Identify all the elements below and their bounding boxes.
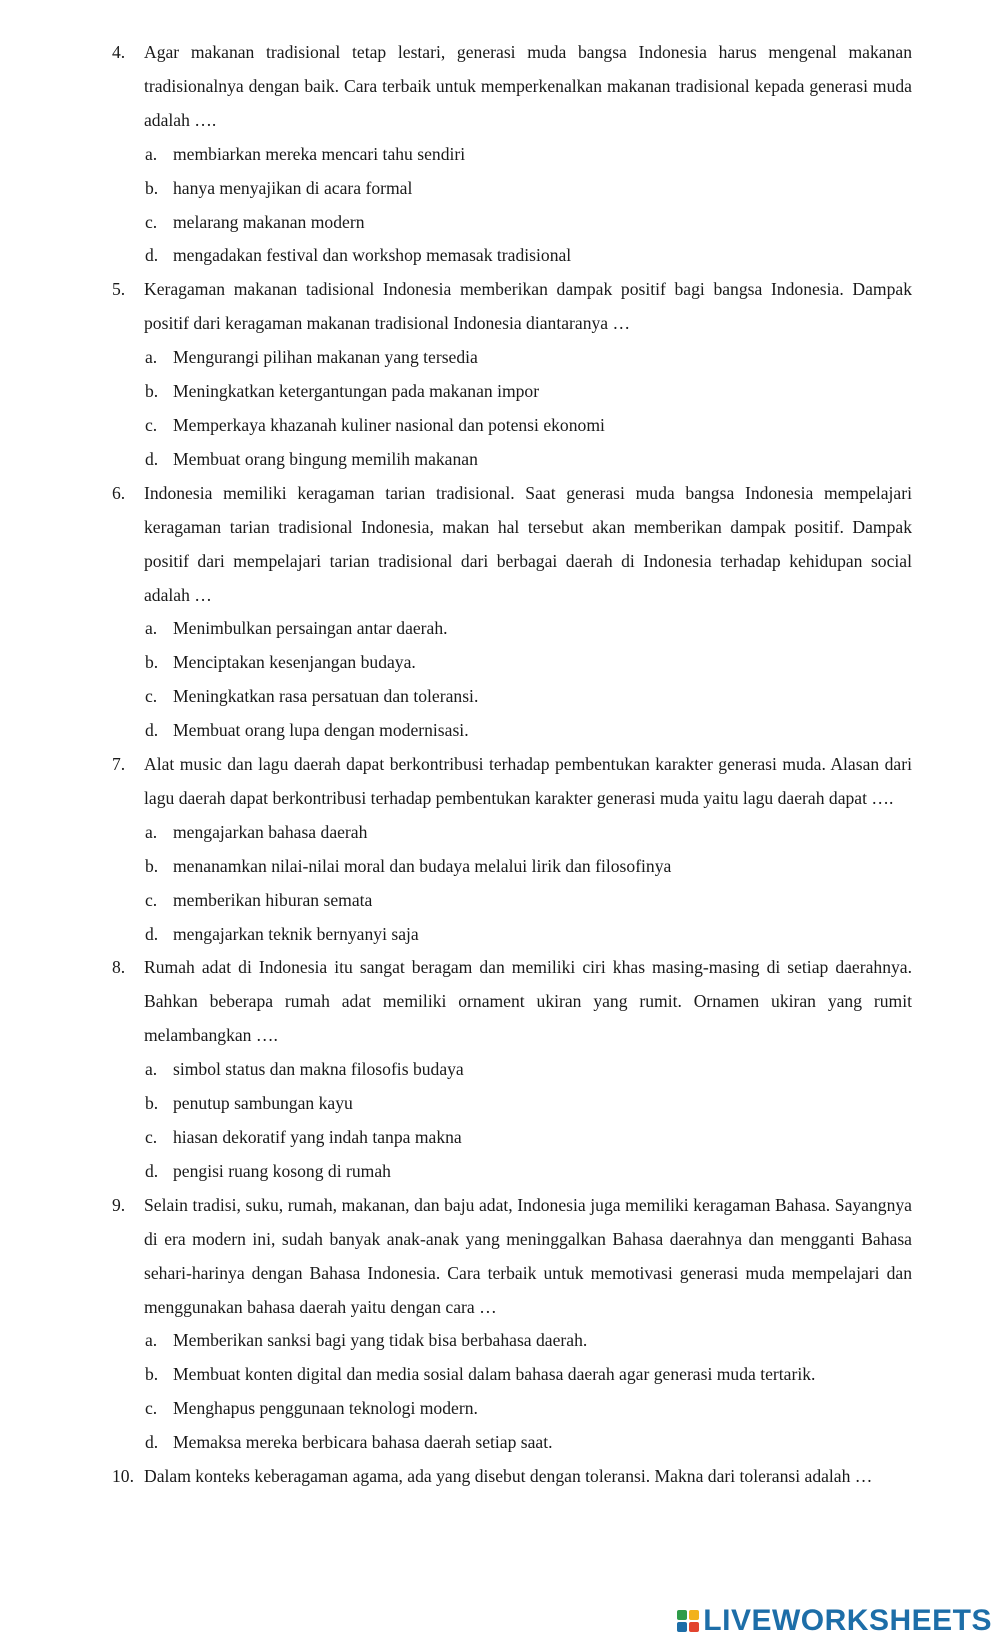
question-text: Keragaman makanan tadisional Indonesia memberikan dampak positif bagi bangsa Indonesia. Dampak positif dari keragaman makanan tradisional Indonesia diantaranya … <box>144 279 912 334</box>
option-text: Menghapus penggunaan teknologi modern. <box>173 1398 478 1419</box>
option-text: melarang makanan modern <box>173 211 365 232</box>
question-text: Dalam konteks keberagaman agama, ada yang disebut dengan toleransi. Makna dari toleransi adalah … <box>144 1466 873 1487</box>
option-letter: a. <box>145 1059 158 1080</box>
answer-option[interactable] <box>0 884 1000 918</box>
question-text: Agar makanan tradisional tetap lestari, generasi muda bangsa Indonesia harus mengenal makanan tradisionalnya dengan baik. Cara terbaik untuk memperkenalkan makanan tradisional kepada generasi muda adalah …. <box>144 42 912 130</box>
option-text: membiarkan mereka mencari tahu sendiri <box>173 143 466 164</box>
liveworksheets-logo[interactable] <box>677 1601 992 1641</box>
answer-option[interactable] <box>0 206 1000 240</box>
option-letter: a. <box>145 821 158 842</box>
option-text: pengisi ruang kosong di rumah <box>173 1160 391 1181</box>
option-letter: c. <box>145 686 158 707</box>
option-text: mengadakan festival dan workshop memasak tradisional <box>173 245 572 266</box>
option-text: Menimbulkan persaingan antar daerah. <box>173 618 448 639</box>
option-text: hiasan dekoratif yang indah tanpa makna <box>173 1127 462 1147</box>
question-number: 9. <box>112 1194 126 1215</box>
question-text: Indonesia memiliki keragaman tarian tradisional. Saat generasi muda bangsa Indonesia mempelajari keragaman tarian tradisional Indonesia, makan hal tersebut akan memberikan dampak positif. Dampak positif dari mempelajari tarian tradisional dari berbagai daerah di Indonesia terhadap kehidupan social adalah … <box>144 482 912 605</box>
option-text: simbol status dan makna filosofis budaya <box>173 1059 464 1080</box>
option-letter: a. <box>145 143 158 164</box>
option-text: memberikan hiburan semata <box>173 889 373 910</box>
question-5 <box>0 273 1000 476</box>
question-number: 7. <box>112 754 126 775</box>
answer-option[interactable] <box>0 816 1000 850</box>
question-stem <box>0 36 1000 138</box>
question-stem <box>0 477 1000 613</box>
option-letter: c. <box>145 889 158 910</box>
answer-option[interactable] <box>0 850 1000 884</box>
question-9 <box>0 1189 1000 1460</box>
option-letter: b. <box>145 855 159 876</box>
answer-option[interactable] <box>0 1324 1000 1358</box>
question-text: Alat music dan lagu daerah dapat berkontribusi terhadap pembentukan karakter generasi muda. Alasan dari lagu daerah dapat berkontribusi terhadap pembentukan karakter generasi muda yaitu lagu daerah dapat …. <box>144 754 912 808</box>
answer-option[interactable] <box>0 1392 1000 1426</box>
question-stem <box>0 951 1000 1053</box>
option-text: Menciptakan kesenjangan budaya. <box>173 652 416 673</box>
answer-option[interactable] <box>0 1358 1000 1392</box>
worksheet-page <box>0 36 1000 1494</box>
option-letter: b. <box>145 1364 159 1385</box>
answer-option[interactable] <box>0 239 1000 273</box>
question-stem <box>0 1189 1000 1325</box>
option-text: Meningkatkan rasa persatuan dan toleransi. <box>173 686 479 707</box>
answer-option[interactable] <box>0 918 1000 952</box>
option-letter: d. <box>145 1432 159 1453</box>
option-letter: b. <box>145 1093 159 1114</box>
option-letter: d. <box>145 1160 159 1181</box>
question-stem <box>0 748 1000 816</box>
option-text: Membuat orang lupa dengan modernisasi. <box>173 720 469 741</box>
liveworksheets-logo-icon <box>677 1610 699 1632</box>
option-text: Meningkatkan ketergantungan pada makanan impor <box>173 381 540 402</box>
question-number: 4. <box>112 42 126 62</box>
answer-option[interactable] <box>0 172 1000 206</box>
answer-option[interactable] <box>0 714 1000 748</box>
question-number: 10. <box>112 1466 134 1487</box>
option-letter: c. <box>145 1398 158 1419</box>
option-letter: a. <box>145 618 158 639</box>
question-8 <box>0 951 1000 1188</box>
answer-option[interactable] <box>0 612 1000 646</box>
option-letter: b. <box>145 652 159 673</box>
answer-option[interactable] <box>0 1121 1000 1155</box>
option-text: Mengurangi pilihan makanan yang tersedia <box>173 347 478 368</box>
answer-option[interactable] <box>0 1087 1000 1121</box>
option-letter: c. <box>145 211 158 232</box>
option-text: Memaksa mereka berbicara bahasa daerah setiap saat. <box>173 1432 553 1453</box>
question-number: 6. <box>112 482 126 503</box>
option-text: Memberikan sanksi bagi yang tidak bisa berbahasa daerah. <box>173 1330 588 1351</box>
option-letter: d. <box>145 720 159 741</box>
question-10 <box>0 1460 1000 1494</box>
option-text: penutup sambungan kayu <box>173 1093 353 1114</box>
question-stem <box>0 1460 1000 1494</box>
option-letter: b. <box>145 177 159 198</box>
answer-option[interactable] <box>0 443 1000 477</box>
option-letter: c. <box>145 1127 158 1147</box>
option-letter: c. <box>145 414 158 435</box>
answer-option[interactable] <box>0 1426 1000 1460</box>
answer-option[interactable] <box>0 680 1000 714</box>
option-text: Membuat orang bingung memilih makanan <box>173 448 478 469</box>
option-text: mengajarkan bahasa daerah <box>173 821 368 842</box>
question-number: 8. <box>112 957 126 978</box>
option-letter: a. <box>145 1330 158 1351</box>
option-text: mengajarkan teknik bernyanyi saja <box>173 923 419 944</box>
answer-option[interactable] <box>0 375 1000 409</box>
answer-option[interactable] <box>0 646 1000 680</box>
option-letter: d. <box>145 245 159 266</box>
answer-option[interactable] <box>0 138 1000 172</box>
option-letter: a. <box>145 347 158 368</box>
question-number: 5. <box>112 279 126 300</box>
option-text: menanamkan nilai-nilai moral dan budaya melalui lirik dan filosofinya <box>173 855 672 876</box>
option-letter: d. <box>145 923 159 944</box>
option-text: Memperkaya khazanah kuliner nasional dan potensi ekonomi <box>173 414 605 435</box>
answer-option[interactable] <box>0 1053 1000 1087</box>
answer-option[interactable] <box>0 341 1000 375</box>
option-text: Membuat konten digital dan media sosial dalam bahasa daerah agar generasi muda tertarik. <box>173 1364 816 1385</box>
question-text: Selain tradisi, suku, rumah, makanan, dan baju adat, Indonesia juga memiliki keragaman Bahasa. Sayangnya di era modern ini, sudah banyak anak-anak yang meninggalkan Bahasa daerahnya dan mengganti Bahasa sehari-harinya dengan Bahasa Indonesia. Cara terbaik untuk memotivasi generasi muda mempelajari dan menggunakan bahasa daerah yaitu dengan cara … <box>144 1194 912 1317</box>
answer-option[interactable] <box>0 409 1000 443</box>
answer-option[interactable] <box>0 1155 1000 1189</box>
question-text: Rumah adat di Indonesia itu sangat beragam dan memiliki ciri khas masing-masing di setiap daerahnya. Bahkan beberapa rumah adat memiliki ornament ukiran yang rumit. Ornamen ukiran yang rumit melambangkan …. <box>144 957 912 1046</box>
logo-text: LIVEWORKSHEETS <box>703 1604 992 1637</box>
question-stem <box>0 273 1000 341</box>
option-text: hanya menyajikan di acara formal <box>173 177 413 198</box>
question-6 <box>0 477 1000 748</box>
option-letter: b. <box>145 381 159 402</box>
option-letter: d. <box>145 448 159 469</box>
question-7 <box>0 748 1000 951</box>
question-4 <box>0 36 1000 273</box>
